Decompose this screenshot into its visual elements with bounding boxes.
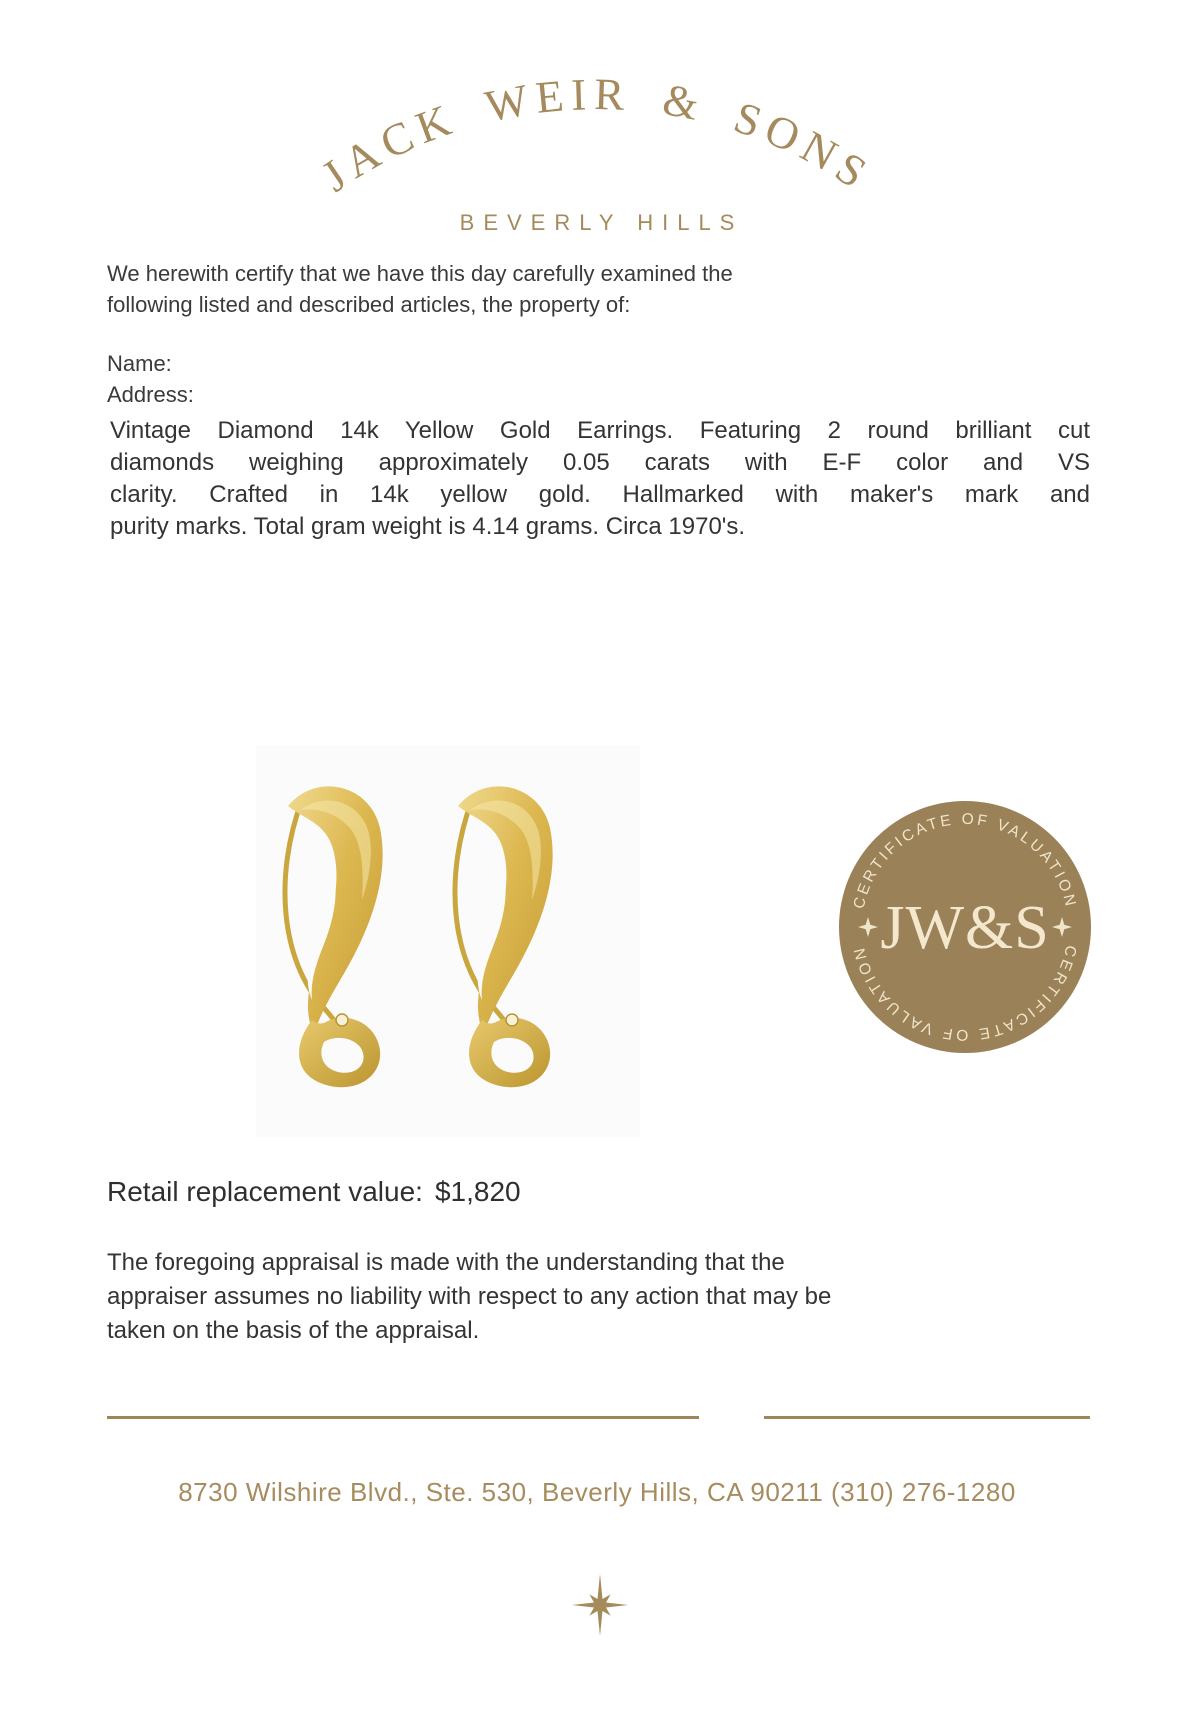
seal-ring-text-top: CERTIFICATE OF VALUATION [850, 810, 1080, 911]
signature-line-right [764, 1416, 1090, 1419]
owner-fields [107, 348, 194, 410]
certification-line-2: following listed and described articles, the property of: [107, 292, 631, 317]
left-earring [285, 786, 383, 1087]
disclaimer [107, 1246, 1007, 1348]
footer-address: 8730 Wilshire Blvd., Ste. 530, Beverly Hills, CA 90211 (310) 276-1280 [178, 1477, 1016, 1507]
description-line-1: Vintage Diamond 14k Yellow Gold Earrings. Featuring 2 round brilliant cut [110, 417, 1090, 444]
certification-statement [107, 258, 867, 320]
signature-line-left [107, 1416, 699, 1419]
sparkle-star-shape [572, 1574, 628, 1636]
brand-subtitle: BEVERLY HILLS [459, 210, 744, 235]
sparkle-star-icon [562, 1567, 638, 1643]
description-line-2: diamonds weighing approximately 0.05 carats with E-F color and VS [110, 449, 1090, 476]
address-label: Address: [107, 382, 194, 407]
disclaimer-line-2: appraiser assumes no liability with respect to any action that may be [107, 1283, 832, 1310]
disclaimer-line-3: taken on the basis of the appraisal. [107, 1317, 480, 1344]
brand-name-text: JACK WEIR & SONS [312, 68, 882, 202]
description-line-4: purity marks. Total gram weight is 4.14 grams. Circa 1970's. [110, 513, 746, 540]
brand-name-arched [313, 69, 881, 201]
seal-ring-text-bottom: CERTIFICATE OF VALUATION [850, 943, 1080, 1044]
valuation-seal [833, 795, 1097, 1059]
description-line-3: clarity. Crafted in 14k yellow gold. Hallmarked with maker's mark and [110, 481, 1090, 508]
certification-line-1: We herewith certify that we have this day carefully examined the [107, 261, 733, 286]
right-earring [455, 786, 553, 1087]
brand-logo-arc [292, 55, 902, 215]
retail-value-label: Retail replacement value: [107, 1176, 423, 1207]
item-description [110, 415, 1090, 543]
name-label: Name: [107, 351, 172, 376]
retail-value-line [107, 1176, 521, 1208]
earrings-illustration [256, 745, 640, 1137]
earrings-photo [256, 745, 640, 1137]
retail-value-amount: $1,820 [434, 1176, 521, 1207]
disclaimer-line-1: The foregoing appraisal is made with the understanding that the [107, 1249, 785, 1276]
seal-monogram: JW&S [880, 894, 1050, 962]
